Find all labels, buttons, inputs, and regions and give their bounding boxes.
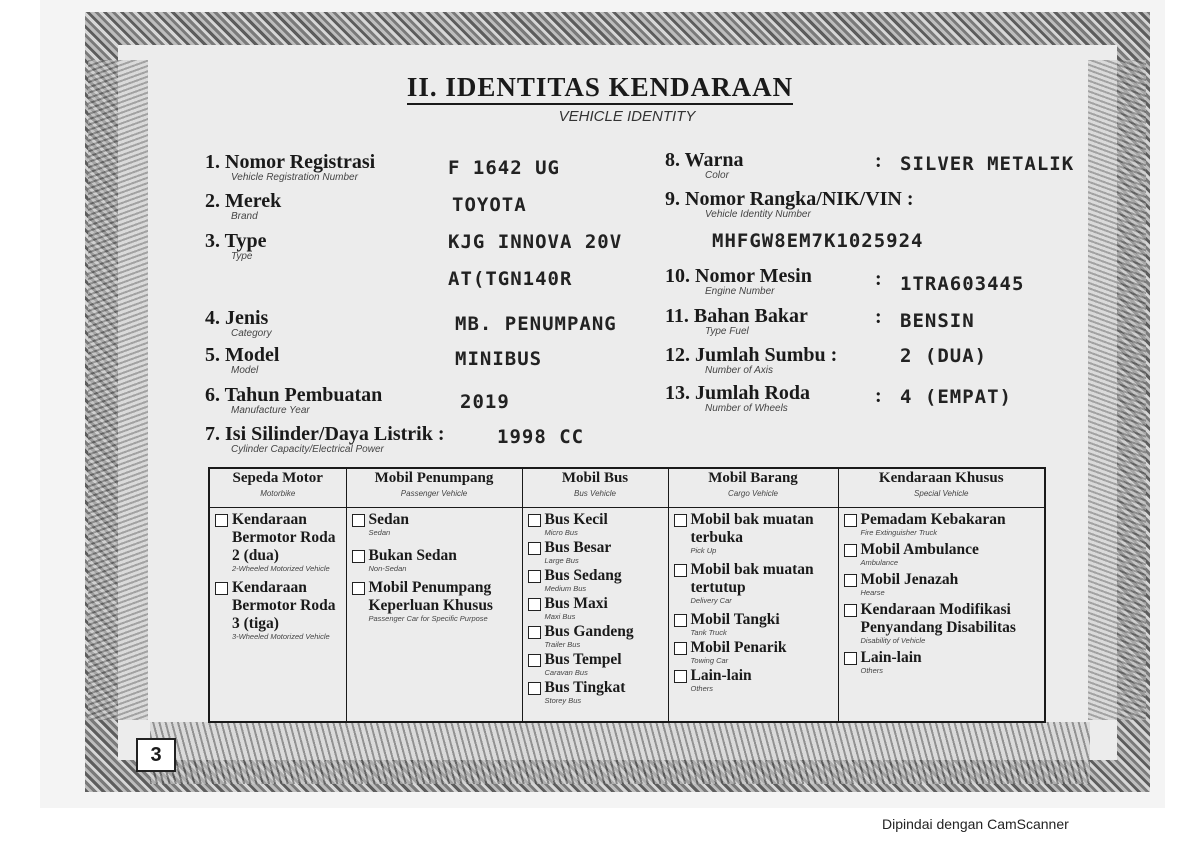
field-engine-number: 10. Nomor Mesin Engine Number — [665, 265, 812, 297]
cylinder-capacity-value: 1998 CC — [497, 426, 585, 448]
field-registration-number: 1. Nomor Registrasi Vehicle Registration Number — [205, 151, 376, 183]
checkbox[interactable] — [674, 564, 687, 577]
header-motorbike: Sepeda Motor Motorbike — [209, 468, 346, 508]
checkbox[interactable] — [528, 542, 541, 555]
brand-value: TOYOTA — [452, 194, 527, 216]
option-bak-tertutup[interactable]: Mobil bak muatan tertutup Delivery Car — [674, 561, 835, 605]
option-barang-lain-lain[interactable]: Lain-lain Others — [674, 667, 835, 693]
field-type: 3. Type Type — [205, 230, 267, 262]
checkbox[interactable] — [844, 544, 857, 557]
passenger-vehicle-options — [346, 508, 522, 723]
header-bus-vehicle: Mobil Bus Bus Vehicle — [522, 468, 668, 508]
left-border-pattern — [88, 60, 148, 720]
checkbox[interactable] — [674, 670, 687, 683]
field-manufacture-year: 6. Tahun Pembuatan Manufacture Year — [205, 384, 383, 416]
bottom-border-pattern — [150, 722, 1090, 784]
option-sedan[interactable]: Sedan Sedan — [352, 511, 519, 537]
number-of-wheels-value: 4 (EMPAT) — [900, 386, 1012, 408]
type-value-line2: AT(TGN140R — [448, 268, 573, 290]
option-mobil-penarik[interactable]: Mobil Penarik Towing Car — [674, 639, 835, 665]
field-category: 4. Jenis Category — [205, 307, 272, 339]
engine-number-colon: : — [875, 268, 882, 290]
checkbox[interactable] — [528, 626, 541, 639]
category-header-row — [209, 468, 1045, 508]
category-value: MB. PENUMPANG — [455, 313, 617, 335]
option-bus-maxi[interactable]: Bus Maxi Maxi Bus — [528, 595, 665, 621]
registration-number-value: F 1642 UG — [448, 157, 560, 179]
header-passenger-vehicle: Mobil Penumpang Passenger Vehicle — [346, 468, 522, 508]
option-pemadam-kebakaran[interactable]: Pemadam Kebakaran Fire Extinguisher Truck — [844, 511, 1042, 537]
number-of-axis-value: 2 (DUA) — [900, 345, 988, 367]
manufacture-year-value: 2019 — [460, 391, 510, 413]
checkbox[interactable] — [674, 614, 687, 627]
option-roda-3[interactable]: Kendaraan Bermotor Roda 3 (tiga) 3-Wheeled Motorized Vehicle — [215, 579, 343, 641]
type-value: KJG INNOVA 20V — [448, 231, 623, 253]
checkbox[interactable] — [215, 514, 228, 527]
checkbox[interactable] — [528, 682, 541, 695]
option-bukan-sedan[interactable]: Bukan Sedan Non-Sedan — [352, 547, 519, 573]
checkbox[interactable] — [844, 604, 857, 617]
field-fuel-type: 11. Bahan Bakar Type Fuel — [665, 305, 808, 337]
color-colon: : — [875, 150, 882, 172]
vehicle-category-table — [208, 467, 1046, 723]
scanner-watermark: Dipindai dengan CamScanner — [882, 816, 1069, 832]
header-cargo-vehicle: Mobil Barang Cargo Vehicle — [668, 468, 838, 508]
field-model: 5. Model Model — [205, 344, 280, 376]
special-vehicle-options — [838, 508, 1045, 723]
option-mobil-penumpang-khusus[interactable]: Mobil Penumpang Keperluan Khusus Passenger Car for Specific Purpose — [352, 579, 519, 623]
bus-vehicle-options — [522, 508, 668, 723]
category-options-row — [209, 508, 1045, 723]
option-mobil-jenazah[interactable]: Mobil Jenazah Hearse — [844, 571, 1042, 597]
checkbox[interactable] — [528, 598, 541, 611]
checkbox[interactable] — [844, 514, 857, 527]
checkbox[interactable] — [844, 652, 857, 665]
field-number-of-axis: 12. Jumlah Sumbu : Number of Axis — [665, 344, 838, 376]
checkbox[interactable] — [674, 642, 687, 655]
motorbike-options — [209, 508, 346, 723]
field-vin: 9. Nomor Rangka/NIK/VIN : Vehicle Identity Number — [665, 188, 914, 220]
field-brand: 2. Merek Brand — [205, 190, 282, 222]
checkbox[interactable] — [352, 514, 365, 527]
cargo-vehicle-options — [668, 508, 838, 723]
engine-number-value: 1TRA603445 — [900, 273, 1025, 295]
option-bus-besar[interactable]: Bus Besar Large Bus — [528, 539, 665, 565]
header-special-vehicle: Kendaraan Khusus Special Vehicle — [838, 468, 1045, 508]
option-bus-tempel[interactable]: Bus Tempel Caravan Bus — [528, 651, 665, 677]
checkbox[interactable] — [674, 514, 687, 527]
checkbox[interactable] — [528, 654, 541, 667]
checkbox[interactable] — [352, 550, 365, 563]
option-khusus-lain-lain[interactable]: Lain-lain Others — [844, 649, 1042, 675]
checkbox[interactable] — [844, 574, 857, 587]
option-bus-gandeng[interactable]: Bus Gandeng Trailer Bus — [528, 623, 665, 649]
model-value: MINIBUS — [455, 348, 543, 370]
right-border-pattern — [1088, 60, 1146, 720]
checkbox[interactable] — [352, 582, 365, 595]
section-title: II. IDENTITAS KENDARAAN — [0, 72, 1200, 103]
fuel-type-value: BENSIN — [900, 310, 975, 332]
page-number: 3 — [136, 738, 176, 772]
option-bus-sedang[interactable]: Bus Sedang Medium Bus — [528, 567, 665, 593]
checkbox[interactable] — [528, 514, 541, 527]
section-subtitle: VEHICLE IDENTITY — [558, 108, 696, 125]
field-number-of-wheels: 13. Jumlah Roda Number of Wheels — [665, 382, 811, 414]
number-of-wheels-colon: : — [875, 385, 882, 407]
vin-value: MHFGW8EM7K1025924 — [712, 230, 924, 252]
option-mobil-tangki[interactable]: Mobil Tangki Tank Truck — [674, 611, 835, 637]
fuel-type-colon: : — [875, 306, 882, 328]
option-bus-tingkat[interactable]: Bus Tingkat Storey Bus — [528, 679, 665, 705]
option-mobil-ambulance[interactable]: Mobil Ambulance Ambulance — [844, 541, 1042, 567]
option-roda-2[interactable]: Kendaraan Bermotor Roda 2 (dua) 2-Wheeled Motorized Vehicle — [215, 511, 343, 573]
checkbox[interactable] — [215, 582, 228, 595]
field-color: 8. Warna Color — [665, 149, 744, 181]
option-bak-terbuka[interactable]: Mobil bak muatan terbuka Pick Up — [674, 511, 835, 555]
checkbox[interactable] — [528, 570, 541, 583]
color-value: SILVER METALIK — [900, 153, 1075, 175]
field-cylinder-capacity: 7. Isi Silinder/Daya Listrik : Cylinder Capacity/Electrical Power — [205, 423, 445, 455]
option-bus-kecil[interactable]: Bus Kecil Micro Bus — [528, 511, 665, 537]
option-modifikasi-disabilitas[interactable]: Kendaraan Modifikasi Penyandang Disabilitas Disability of Vehicle — [844, 601, 1042, 645]
